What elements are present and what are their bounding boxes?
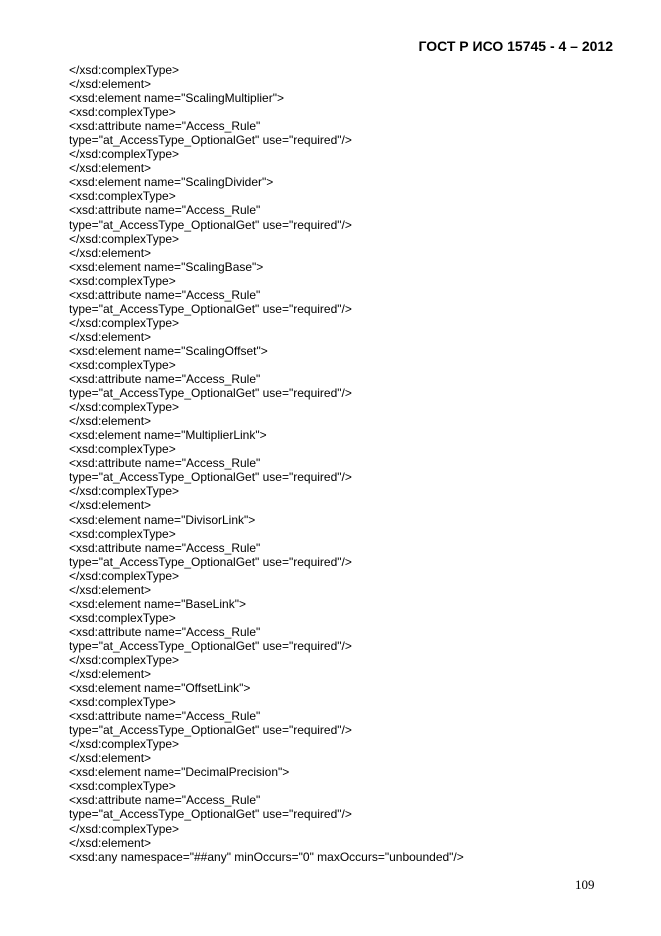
code-line: <xsd:complexType> — [69, 442, 176, 457]
code-line: </xsd:complexType> — [69, 484, 180, 499]
code-line: <xsd:complexType> — [69, 273, 176, 288]
page-number: 109 — [575, 877, 595, 892]
code-line: <xsd:complexType> — [69, 695, 176, 710]
code-line: <xsd:attribute name="Access_Rule" — [69, 709, 261, 724]
document-header — [418, 38, 613, 54]
code-line: <xsd:attribute name="Access_Rule" — [69, 793, 261, 808]
code-line: type="at_AccessType_OptionalGet" use="required"/> — [69, 723, 352, 738]
code-line: </xsd:complexType> — [69, 652, 180, 667]
code-line: </xsd:complexType> — [69, 737, 180, 752]
code-line: </xsd:element> — [69, 498, 152, 513]
code-line: </xsd:element> — [69, 667, 152, 682]
code-line: <xsd:attribute name="Access_Rule" — [69, 287, 261, 302]
code-line: type="at_AccessType_OptionalGet" use="required"/> — [69, 554, 352, 569]
code-line: <xsd:attribute name="Access_Rule" — [69, 203, 261, 218]
code-line: <xsd:element name="ScalingOffset"> — [69, 343, 268, 358]
code-line: <xsd:complexType> — [69, 189, 176, 204]
code-line: <xsd:element name="ScalingDivider"> — [69, 175, 274, 190]
code-line: </xsd:complexType> — [69, 400, 180, 415]
code-line: </xsd:element> — [69, 751, 152, 766]
code-line: <xsd:complexType> — [69, 105, 176, 120]
code-line: type="at_AccessType_OptionalGet" use="required"/> — [69, 807, 352, 822]
code-line: type="at_AccessType_OptionalGet" use="required"/> — [69, 470, 352, 485]
code-line: type="at_AccessType_OptionalGet" use="required"/> — [69, 133, 352, 148]
code-line: <xsd:complexType> — [69, 357, 176, 372]
code-line: <xsd:complexType> — [69, 779, 176, 794]
code-line: <xsd:attribute name="Access_Rule" — [69, 119, 261, 134]
code-line: </xsd:element> — [69, 161, 152, 176]
code-line: </xsd:element> — [69, 77, 152, 92]
code-line: <xsd:element name="MultiplierLink"> — [69, 428, 267, 443]
code-line: type="at_AccessType_OptionalGet" use="required"/> — [69, 386, 352, 401]
code-line: type="at_AccessType_OptionalGet" use="required"/> — [69, 301, 352, 316]
code-line: <xsd:complexType> — [69, 526, 176, 541]
code-line: </xsd:complexType> — [69, 568, 180, 583]
code-line: <xsd:complexType> — [69, 610, 176, 625]
code-line: </xsd:element> — [69, 582, 152, 597]
code-line: <xsd:element name="OffsetLink"> — [69, 681, 251, 696]
code-line: </xsd:complexType> — [69, 315, 180, 330]
code-line: <xsd:element name="ScalingMultiplier"> — [69, 91, 284, 106]
code-line: <xsd:element name="ScalingBase"> — [69, 259, 264, 274]
code-line: <xsd:attribute name="Access_Rule" — [69, 456, 261, 471]
code-line: <xsd:element name="DecimalPrecision"> — [69, 765, 290, 780]
code-line: <xsd:attribute name="Access_Rule" — [69, 372, 261, 387]
code-line: </xsd:element> — [69, 329, 152, 344]
code-line: <xsd:element name="BaseLink"> — [69, 596, 246, 611]
code-line: </xsd:complexType> — [69, 821, 180, 836]
code-line: </xsd:element> — [69, 835, 152, 850]
code-line: </xsd:complexType> — [69, 147, 180, 162]
code-line: <xsd:element name="DivisorLink"> — [69, 512, 256, 527]
code-line: </xsd:element> — [69, 245, 152, 260]
code-line: </xsd:complexType> — [69, 63, 180, 77]
code-line: <xsd:any namespace="##any" minOccurs="0" maxOccurs="unbounded"/> — [69, 849, 464, 864]
xsd-code-listing — [69, 63, 464, 864]
code-line: </xsd:complexType> — [69, 231, 180, 246]
standard-id: ГОСТ Р ИСО 15745 - 4 – 2012 — [418, 38, 613, 54]
code-line: type="at_AccessType_OptionalGet" use="required"/> — [69, 638, 352, 653]
code-line: </xsd:element> — [69, 414, 152, 429]
code-line: type="at_AccessType_OptionalGet" use="required"/> — [69, 217, 352, 232]
code-line: <xsd:attribute name="Access_Rule" — [69, 540, 261, 555]
code-line: <xsd:attribute name="Access_Rule" — [69, 624, 261, 639]
